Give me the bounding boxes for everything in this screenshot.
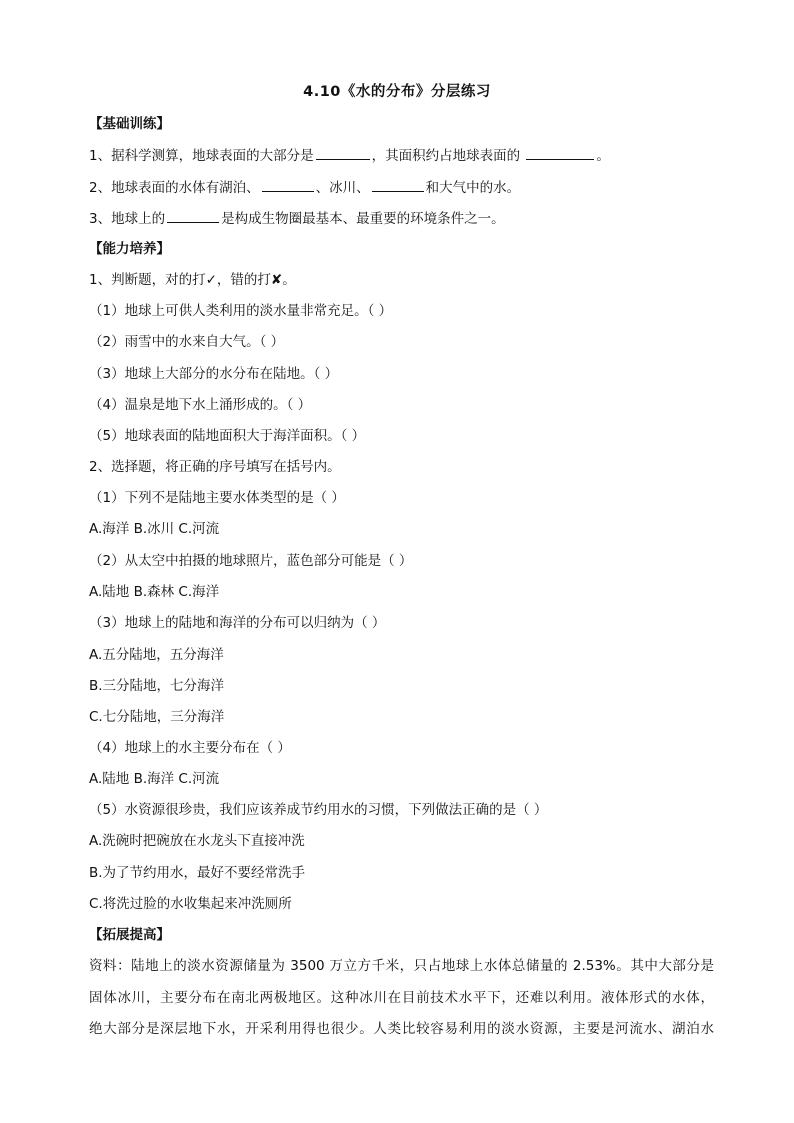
mc-options: A.陆地 B.海洋 C.河流 [89,771,220,787]
basic-question-2 [89,177,520,198]
basic-q2-text-a: 2、地球表面的水体有湖泊、 [89,180,260,196]
basic-q3-text-b: 是构成生物圈最基本、最重要的环境条件之一。 [221,211,505,227]
paragraph-line: 固体冰川，主要分布在南北两极地区。这种冰川在目前技术水平下，还难以利用。液体形式的水体， [89,989,714,1006]
mc-options: A.海洋 B.冰川 C.河流 [89,521,220,537]
section-basic-heading: 【基础训练】 [89,116,170,132]
mc-option: B.为了节约用水，最好不要经常洗手 [89,865,306,881]
multiple-choice-instructions: 2、选择题，将正确的序号填写在括号内。 [89,459,341,475]
page-title: 4.10《水的分布》分层练习 [303,84,491,100]
paragraph-line: 绝大部分是深层地下水，开采利用得也很少。人类比较容易利用的淡水资源，主要是河流水、湖泊水 [89,1021,714,1037]
mc-question: （3）地球上的陆地和海洋的分布可以归纳为（ ） [89,615,386,631]
true-false-instructions: 1、判断题，对的打✓，错的打✘。 [89,272,296,288]
reading-material-paragraph [89,951,714,1046]
mc-question: （5）水资源很珍贵，我们应该养成节约用水的习惯，下列做法正确的是（ ） [89,802,548,818]
fill-blank[interactable] [262,177,314,192]
fill-blank[interactable] [372,177,424,192]
mc-option: C.将洗过脸的水收集起来冲洗厕所 [89,896,292,912]
basic-q1-text-b: ，其面积约占地球表面的 [371,148,521,164]
mc-option: C.七分陆地，三分海洋 [89,709,225,725]
true-false-item: （1）地球上可供人类利用的淡水量非常充足。（ ） [89,303,393,319]
true-false-item: （3）地球上大部分的水分布在陆地。（ ） [89,366,339,382]
basic-question-3 [89,208,505,229]
basic-question-1 [89,145,610,166]
mc-options: A.陆地 B.森林 C.海洋 [89,584,220,600]
basic-q1-text-c: 。 [596,148,610,164]
mc-question: （4）地球上的水主要分布在（ ） [89,740,291,756]
basic-q2-text-b: 、冰川、 [315,180,370,196]
mc-question: （1）下列不是陆地主要水体类型的是（ ） [89,490,345,506]
basic-q1-text-a: 1、据科学测算，地球表面的大部分是 [89,148,314,164]
true-false-item: （2）雨雪中的水来自大气。（ ） [89,334,285,350]
fill-blank[interactable] [526,145,594,160]
mc-question: （2）从太空中拍摄的地球照片，蓝色部分可能是（ ） [89,553,413,569]
fill-blank[interactable] [167,208,219,223]
mc-option: B.三分陆地，七分海洋 [89,678,225,694]
basic-q3-text-a: 3、地球上的 [89,211,166,227]
section-extend-heading: 【拓展提高】 [89,927,170,943]
mc-option: A.五分陆地，五分海洋 [89,647,224,663]
fill-blank[interactable] [316,145,370,160]
true-false-item: （4）温泉是地下水上涌形成的。（ ） [89,397,312,413]
section-ability-heading: 【能力培养】 [89,241,170,257]
paragraph-line: 资料：陆地上的淡水资源储量为 3500 万立方千米，只占地球上水体总储量的 2.53%。其中大部分是 [89,958,714,974]
mc-option: A.洗碗时把碗放在水龙头下直接冲洗 [89,833,305,849]
true-false-item: （5）地球表面的陆地面积大于海洋面积。（ ） [89,428,366,444]
basic-q2-text-c: 和大气中的水。 [425,180,521,196]
